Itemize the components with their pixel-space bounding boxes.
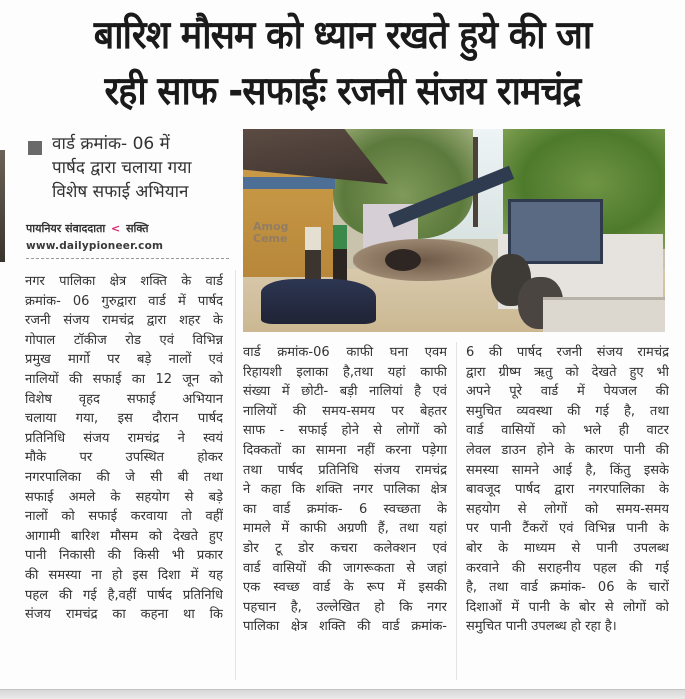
byline-location: सक्ति bbox=[126, 222, 149, 235]
article-column-2 bbox=[243, 343, 447, 637]
text-line: बोर के माध्यम से पानी उपलब्ध bbox=[466, 540, 669, 556]
text-line: क्रमांक- 06 गुरुद्वारा वार्ड में पार्षद bbox=[25, 293, 223, 309]
text-line: 6 की पार्षद रजनी संजय रामचंद्र bbox=[466, 345, 669, 360]
dotted-divider bbox=[26, 258, 229, 259]
text-line: संख्या में छोटी- बड़ी नालियां है एवं bbox=[243, 384, 447, 400]
text-line: दिक्कतों का सामना नहीं करना पड़ेगा bbox=[243, 442, 447, 458]
text-line: पालिका क्षेत्र शक्ति की वार्ड क्रमांक- bbox=[243, 619, 447, 635]
text-line: चलाया गया, इस दौरान पार्षद bbox=[25, 411, 223, 427]
square-bullet-icon bbox=[28, 141, 42, 155]
text-line: है, तथा वार्ड क्रमांक- 06 के चारों bbox=[466, 580, 669, 596]
photo-shop-text-2: Ceme bbox=[253, 232, 288, 245]
chevron-left-icon: < bbox=[111, 222, 121, 235]
text-line: नगर पालिका क्षेत्र शक्ति के वार्ड bbox=[25, 274, 223, 289]
text-line: एक स्वच्छ वार्ड के रूप में इसकी bbox=[243, 580, 447, 596]
byline-reporter: पायनियर संवाददाता bbox=[26, 222, 106, 235]
text-line: का वार्ड क्रमांक- 6 स्वच्छता के bbox=[243, 501, 447, 517]
website-link[interactable]: www.dailypioneer.com bbox=[26, 240, 164, 252]
text-line: नालियों की सफाई का 12 जून को bbox=[25, 371, 223, 387]
text-line: आगामी बारिश मौसम को देखते हुए bbox=[25, 528, 223, 544]
text-line: नालियों की समय-समय पर बेहतर bbox=[243, 403, 447, 419]
photo-motorcycle bbox=[261, 279, 376, 324]
subheading-line-3: विशेष सफाई अभियान bbox=[52, 182, 189, 202]
text-line: लेवल डाउन होने के कारण पानी की bbox=[466, 442, 669, 458]
text-line: समुचित पानी उपलब्ध हो रहा है। bbox=[466, 619, 617, 635]
column-divider bbox=[235, 270, 236, 680]
text-line: वार्ड वासियों को भले ही वाटर bbox=[466, 423, 669, 439]
text-line: साफ - सफाई होने से लोगों को bbox=[243, 423, 447, 439]
text-line: विशेष वृहद सफाई अभियान bbox=[25, 391, 223, 407]
text-line: मौके पर उपस्थित होकर bbox=[25, 450, 223, 466]
article-column-3 bbox=[466, 343, 669, 637]
text-line: अपने पूरे वार्ड में पेयजल की bbox=[466, 384, 669, 400]
photo-shop-text bbox=[253, 221, 288, 245]
text-line: पहचान है, उल्लेखित हो कि नगर bbox=[243, 599, 447, 615]
text-line: ने कहा कि शक्ति नगर पालिका क्षेत्र bbox=[243, 482, 447, 498]
photo-shop-text-1: Amog bbox=[253, 220, 289, 233]
subheading bbox=[26, 132, 241, 204]
subheading-line-2: पार्षद द्वारा चलाया गया bbox=[52, 158, 192, 178]
news-photo bbox=[243, 129, 665, 332]
bottom-edge bbox=[0, 689, 685, 699]
text-line: पानी निकासी की किसी भी प्रकार bbox=[25, 548, 223, 564]
text-line: गोपाल टॉकीज रोड एवं विभिन्न bbox=[25, 332, 223, 348]
text-line: नालों को सफाई करवाया तो वहीं bbox=[25, 509, 223, 525]
text-line: वार्ड क्रमांक-06 काफी घना एवम bbox=[243, 345, 447, 360]
text-line: सहयोग से लोगों को समय-समय bbox=[466, 501, 669, 517]
adjacent-photo-edge bbox=[0, 150, 5, 262]
headline bbox=[0, 8, 685, 120]
text-line: दिशाओं में पानी के बोर से लोगों को bbox=[466, 599, 669, 615]
subheading-line-1: वार्ड क्रमांक- 06 में bbox=[52, 134, 170, 154]
text-line: रजनी संजय रामचंद्र द्वारा शहर के bbox=[25, 313, 223, 329]
photo-jcb-cab bbox=[508, 199, 603, 264]
text-line: पहल की गई है,वहीं पार्षद प्रतिनिधि bbox=[25, 587, 223, 603]
text-line: तथा पार्षद प्रतिनिधि संजय रामचंद्र bbox=[243, 462, 447, 478]
text-line: नगरपालिका की जे सी बी तथा bbox=[25, 469, 223, 485]
text-line: द्वारा ग्रीष्म ऋतु को देखते हुए भी bbox=[466, 364, 669, 380]
photo-jcb-blade bbox=[543, 297, 665, 332]
text-line: की समस्या ना हो इस दिशा में यह bbox=[25, 567, 223, 583]
photo-rubble bbox=[353, 239, 493, 281]
headline-line-1: बारिश मौसम को ध्यान रखते हुये की जा bbox=[93, 13, 592, 58]
text-line: मामले में काफी अग्रणी हैं, तथा यहां bbox=[243, 521, 447, 537]
photo-person-1 bbox=[305, 227, 321, 285]
text-line: वार्ड वासियों की जागरूकता से जहां bbox=[243, 560, 447, 576]
text-line: रिहायशी इलाका है,तथा यहां काफी bbox=[243, 364, 447, 380]
text-line: समुचित व्यवस्था की गई है, तथा bbox=[466, 403, 669, 419]
text-line: डोर टू डोर कचरा कलेक्शन एवं bbox=[243, 540, 447, 556]
text-line: करवाने की सराहनीय पहल की गई bbox=[466, 560, 669, 576]
text-line: सफाई अमले के सहयोग से बड़े bbox=[25, 489, 223, 505]
text-line: बावजूद पार्षद द्वारा नगरपालिका के bbox=[466, 482, 669, 498]
text-line: समस्या सामने आई है, किंतु इसके bbox=[466, 462, 669, 478]
photo-shop-sign bbox=[243, 177, 335, 189]
byline bbox=[26, 221, 241, 236]
headline-line-2: रही साफ -सफाईः रजनी संजय रामचंद्र bbox=[104, 69, 581, 114]
photo-excavator-bucket bbox=[385, 249, 421, 271]
article-column-1 bbox=[25, 272, 223, 625]
text-line: संजय रामचंद्र का कहना था कि bbox=[25, 607, 223, 623]
column-divider bbox=[456, 342, 457, 680]
photo-person-2 bbox=[333, 225, 347, 285]
text-line: पर पानी टैंकरों एवं विभिन्न पानी के bbox=[466, 521, 669, 537]
text-line: प्रतिनिधि संजय रामचंद्र ने स्वयं bbox=[25, 430, 223, 446]
text-line: प्रमुख मार्गो पर बड़े नालों एवं bbox=[25, 352, 223, 368]
